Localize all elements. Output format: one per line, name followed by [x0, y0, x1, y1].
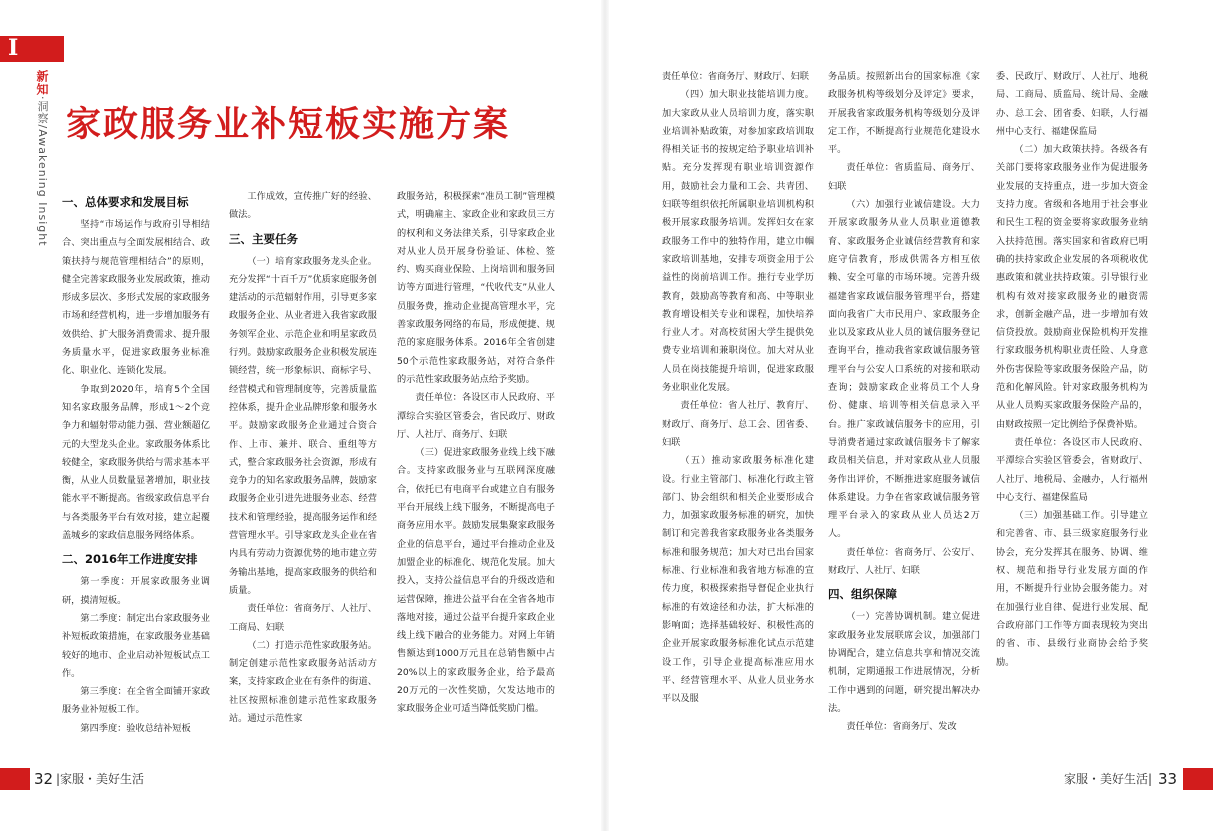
paragraph: （三）加强基础工作。引导建立和完善省、市、县三级家庭服务行业协会，充分发挥其在服务、协调、维权、规范和指导行业发展方面的作用，不断提升行业协会服务能力。对在加强行业自律、促进行业发展、配合政府部门工作等方面表现较为突出的省、市、县级行业商协会给予奖励。 — [996, 510, 1148, 668]
column-side-label — [28, 70, 48, 247]
paragraph: 责任单位：各设区市人民政府、平潭综合实验区管委会，省财政厅、人社厅、地税局、金融办，人行福州中心支行、福建保监局 — [996, 436, 1148, 503]
paragraph: 责任单位：省人社厅、教育厅、财政厅、商务厅、总工会、团省委、妇联 — [662, 400, 814, 448]
right-column-1 — [662, 68, 814, 768]
paragraph: 责任单位：省商务厅、人社厅、工商局、妇联 — [229, 603, 377, 633]
right-column-2 — [828, 68, 980, 768]
right-page — [606, 0, 1213, 831]
paragraph: （一）培育家政服务龙头企业。充分发挥“十百千万”优质家庭服务创建活动的示范辐射作用，引导更多家政服务企业、从业者进入我省家政服务领军企业、示范企业和明星家政员行列。鼓励家政服务企业积极发展连锁经营，统一形象标识、商标字号、经营模式和管理制度等，完善质量监控体系，提升企业品牌形象和服务水平。鼓励家政服务企业通过合资合作、上市、兼并、联合、重组等方式，整合家政服务社会资源，形成有竞争力的知名家政服务品牌，鼓励家政服务企业引进先进服务业态、经营技术和管理经验，提高服务运作和经营管理水平。引导家政龙头企业在省内具有劳动力资源优势的地市建立劳务输出基地，提高家政服务的供给和质量。 — [229, 255, 377, 596]
footer-label-left: |家服・美好生活 — [56, 772, 145, 786]
left-column-2 — [229, 188, 377, 768]
paragraph: 政服务站，积极探索“准员工制”管理模式，明确雇主、家政企业和家政员三方的权利和义务法律关系，引导家政企业对从业人员开展身份验证、体检、签约、购买商业保险、上岗培训和服务回访等方面进行管理，“代收代支”从业人员服务费，推动企业提高管理水平，完善家政服务网络的布局，形成便捷、规范的家庭服务体系。2016年全省创建50个示范性家政服务站，对符合条件的示范性家政服务站点给予奖励。 — [397, 191, 555, 385]
paragraph: 责任单位：省商务厅、财政厅、妇联 — [662, 71, 809, 82]
paragraph: （三）促进家政服务业线上线下融合。支持家政服务业与互联网深度融合，依托已有电商平台或建立自有服务平台开展线上线下服务，不断提高电子商务应用水平。鼓励发展集聚家政服务企业的信息平台，通过平台推动企业及加盟企业的标准化、规范化发展。加大投入，支持公益信息平台的升级改造和运营保障，推进公益平台在全省各地市落地对接，通过公益平台提升家政企业线上线下融合的业务能力。对网上年销售额达到1000万元且在总销售额中占20%以上的家政服务企业，给予最高20万元的一次性奖励，欠发达地市的家政服务企业可适当降低奖励门槛。 — [397, 447, 555, 715]
paragraph: 责任单位：省质监局、商务厅、妇联 — [828, 162, 980, 192]
paragraph: （六）加强行业诚信建设。大力开展家政服务从业人员职业道德教育、家政服务企业诚信经营教育和家庭守信教育，形成供需各方相互依赖、安全可靠的市场环境。完善升级福建省家政诚信服务管理平台，搭建面向我省广大市民用户、家政服务企业以及家政从业人员的诚信服务登记查询平台，推动我省家政诚信服务管理平台与公安人口系统的对接和联动查询；鼓励家政企业将员工个人身份、健康、培训等相关信息录入平台。推广家政诚信服务卡的应用，引导消费者通过家政诚信服务卡了解家政员相关信息，并对家政从业人员服务作出评价，不断推进家庭服务诚信体系建设。力争在省家政诚信服务管理平台录入的家政从业人员达2万人。 — [828, 199, 980, 540]
footer-bar-left — [0, 768, 30, 790]
paragraph: 第二季度：制定出台家政服务业补短板政策措施，在家政服务业基础较好的地市、企业启动补短板试点工作。 — [62, 612, 210, 679]
paragraph: （二）加大政策扶持。各级各有关部门要将家政服务业作为促进服务业发展的支持重点，进一步加大资金支持力度。省级和各地用于社会事业和民生工程的资金要将家政服务业纳入扶持范围。落实国家和省政府已明确的扶持家政企业发展的各项税收优惠政策和就业扶持政策。引导银行业机构有效对接家政服务业的融资需求，创新金融产品，进一步增加有效信贷投放。鼓励商业保险机构开发推行家政服务机构职业责任险、人身意外伤害保险等家政服务保险产品，防范和化解风险。针对家政服务机构为从业人员购买家政服务保险产品的，由财政按照一定比例给予保费补贴。 — [996, 144, 1148, 430]
paragraph: 工作成效，宣传推广好的经验、做法。 — [229, 191, 377, 221]
paragraph: 第四季度：验收总结补短板 — [80, 722, 191, 734]
section-marker — [0, 36, 64, 62]
article-title: 家政服务业补短板实施方案 — [66, 105, 511, 145]
paragraph: 第一季度：开展家政服务业调研，摸清短板。 — [62, 576, 210, 606]
paragraph: 争取到2020年，培育5个全国知名家政服务品牌，形成1～2个竞争力和辐射带动能力强、营业额超亿元的大型龙头企业。家政服务体系比较健全，家政服务供给与需求基本平衡，从业人员数量显著增加，职业技能水平不断提高。省级家政信息平台与各类服务平台有效对接，建立起覆盖城乡的家政信息服务网络体系。 — [62, 383, 210, 542]
section-heading: 一、总体要求和发展目标 — [62, 195, 189, 209]
paragraph: （二）打造示范性家政服务站。制定创建示范性家政服务站活动方案，支持家政企业在有条件的街道、社区按照标准创建示范性家政服务站。通过示范性家 — [229, 639, 377, 725]
paragraph: 责任单位：省商务厅、发改 — [846, 721, 957, 733]
section-heading: 四、组织保障 — [828, 587, 897, 602]
footer-bar-right — [1183, 768, 1213, 790]
left-column-3 — [397, 188, 555, 768]
side-label-rest: ·洞察/Awakening Insight — [36, 96, 49, 247]
paragraph: 务品质。按照新出台的国家标准《家政服务机构等级划分及评定》要求，开展我省家政服务机构等级划分及评定工作，不断提高行业规范化建设水平。 — [828, 71, 980, 156]
paragraph: 第三季度：在全省全面铺开家政服务业补短板工作。 — [62, 686, 210, 716]
right-column-3 — [996, 68, 1148, 768]
left-page — [0, 0, 604, 831]
page-number-right: 33 — [1158, 770, 1178, 788]
side-label-red: 新知 — [35, 70, 49, 96]
page-number-left: 32 — [34, 770, 54, 788]
paragraph: （一）完善协调机制。建立促进家政服务业发展联席会议，加强部门协调配合，建立信息共享和情况交流机制，定期通报工作进展情况，分析工作中遇到的问题，研究提出解决办法。 — [828, 611, 980, 714]
section-heading: 三、主要任务 — [229, 231, 298, 246]
paragraph: 坚持“市场运作与政府引导相结合、突出重点与全面发展相结合、政策扶持与规范管理相结合”的原则，健全完善家政服务业发展政策，推动形成多层次、多形式发展的家政服务市场和经营机构，进一步增加服务有效供给、扩大服务消费需求、提升服务质量水平，促进家政服务业标准化、职业化、连锁化发展。 — [62, 219, 210, 377]
left-column-1 — [62, 188, 210, 768]
paragraph: （五）推动家政服务标准化建设。行业主管部门、标准化行政主管部门、协会组织和相关企业要形成合力，加强家政服务标准的研究，加快制订和完善我省家政服务业各类服务标准和服务规范；加大对已出台国家标准、行业标准和我省地方标准的宣传力度，积极探索指导督促企业执行标准的有效途径和办法，扩大标准的影响面；选择基础较好、积极性高的企业开展家政服务标准化试点示范建设工作，引导企业提高标准应用水平、经营管理水平、从业人员业务水平以及服 — [662, 455, 814, 705]
section-heading: 二、2016年工作进度安排 — [62, 552, 198, 567]
paragraph: （四）加大职业技能培训力度。加大家政从业人员培训力度，落实职业培训补贴政策，对参加家政培训取得相关证书的按规定给予职业培训补贴。充分发挥现有职业培训资源作用，鼓励社会力量和工会、共青团、妇联等组织依托所属职业培训机构积极开展家政服务培训。发挥妇女在家政服务工作中的独特作用，建立巾帼家政培训基地，安排专项资金用于公益性的岗前培训工作。推行专业学历教育，鼓励高等教育和高、中等职业教育增设相关专业和课程，加快培养行业人才。对高校贫困大学生提供免费专业培训和兼职岗位。加大对从业人员在岗技能提升培训，促进家政服务业职业化发展。 — [662, 89, 814, 394]
section-marker-text: I — [8, 35, 19, 61]
paragraph: 委、民政厅、财政厅、人社厅、地税局、工商局、质监局、统计局、金融办、总工会、团省委、妇联，人行福州中心支行、福建保监局 — [996, 71, 1148, 137]
footer-label-right: 家服・美好生活| — [1064, 772, 1153, 786]
paragraph: 责任单位：各设区市人民政府、平潭综合实验区管委会，省民政厅、财政厅、人社厅、商务厅、妇联 — [397, 392, 555, 440]
paragraph: 责任单位：省商务厅、公安厅、财政厅、人社厅、妇联 — [828, 546, 980, 577]
